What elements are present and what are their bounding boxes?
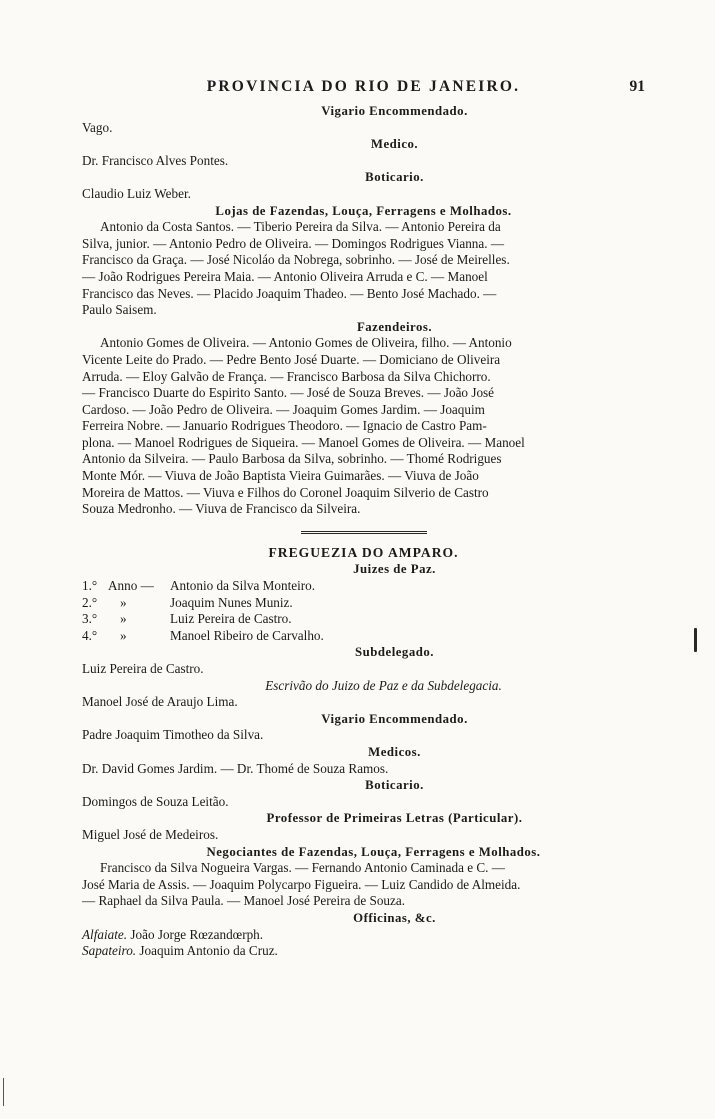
list-item (82, 943, 645, 960)
text-line: Cardoso. — João Pedro de Oliveira. — Joaquim Gomes Jardim. — Joaquim (82, 401, 485, 417)
section-heading-negociantes: Negociantes de Fazendas, Louça, Ferragens e Molhados. (206, 844, 541, 859)
medicos-value: Dr. David Gomes Jardim. — Dr. Thomé de Souza Ramos. (82, 760, 389, 776)
text-line: Souza Medronho. — Viuva de Francisco da Silveira. (82, 501, 361, 517)
list-item (82, 927, 645, 944)
trade-label: Sapateiro. (82, 943, 137, 959)
boticario-value-2: Domingos de Souza Leitão. (82, 793, 229, 809)
section-divider (301, 531, 427, 534)
artisan-name: Joaquim Antonio da Cruz. (139, 943, 278, 959)
margin-mark (694, 628, 697, 652)
page-title: PROVINCIA DO RIO DE JANEIRO. (206, 78, 521, 95)
text-line: Arruda. — Eloy Galvão de França. — Francisco Barbosa da Silva Chichorro. (82, 368, 491, 384)
text-line: Francisco das Neves. — Placido Joaquim Thadeo. — Bento José Machado. — (82, 285, 497, 301)
text-line: — Francisco Duarte do Espirito Santo. — José de Souza Breves. — João José (82, 385, 495, 401)
text-line: — João Rodrigues Pereira Maia. — Antonio Oliveira Arruda e C. — Manoel (82, 268, 488, 284)
fazendeiros-paragraph (82, 335, 645, 518)
judge-name: Antonio da Silva Monteiro. (170, 578, 316, 594)
escrivao-heading: Escrivão do Juizo de Paz e da Subdelegacia. (265, 677, 502, 693)
section-heading-professor: Professor de Primeiras Letras (Particular). (266, 811, 523, 826)
text-line: Antonio da Silveira. — Paulo Barbosa da Silva, sobrinho. — Thomé Rodrigues (82, 451, 502, 467)
professor-value: Miguel José de Medeiros. (82, 826, 219, 842)
juizes-list (82, 578, 645, 644)
section-heading-vigario: Vigario Encommendado. (321, 104, 468, 118)
text-line: Moreira de Mattos. — Viuva e Filhos do Coronel Joaquim Silverio de Castro (82, 484, 489, 500)
subdelegado-value: Luiz Pereira de Castro. (82, 661, 204, 676)
section-heading-lojas: Lojas de Fazendas, Louça, Ferragens e Molhados. (215, 203, 512, 218)
list-item (82, 578, 645, 595)
freguezia-heading: FREGUEZIA DO AMPARO. (268, 544, 459, 560)
scan-edge-mark (3, 1078, 4, 1106)
page-number: 91 (629, 78, 645, 95)
year-label: Anno — (108, 578, 154, 594)
ditto-mark: » (120, 611, 127, 627)
text-line: Ferreira Nobre. — Januario Rodrigues Theodoro. — Ignacio de Castro Pam- (82, 418, 487, 434)
trade-label: Alfaiate. (82, 926, 128, 942)
list-item (82, 628, 645, 645)
ordinal: 1.° (82, 578, 98, 594)
running-header (82, 78, 645, 100)
section-heading-fazendeiros: Fazendeiros. (356, 319, 433, 334)
artisan-name: João Jorge Rœzandœrph. (130, 926, 264, 942)
section-heading-medico: Medico. (370, 137, 419, 152)
section-heading-juizes: Juizes de Paz. (353, 562, 436, 577)
escrivao-value: Manoel José de Araujo Lima. (82, 694, 238, 710)
lojas-paragraph (82, 219, 645, 319)
boticario-value: Claudio Luiz Weber. (82, 185, 191, 201)
text-line: Silva, junior. — Antonio Pedro de Oliveira. — Domingos Rodrigues Vianna. — (82, 235, 505, 251)
text-line: — Raphael da Silva Paula. — Manoel José Pereira de Souza. (82, 893, 406, 909)
text-line: Paulo Saisem. (82, 302, 157, 318)
section-heading-vigario-2: Vigario Encommendado. (321, 711, 468, 726)
negociantes-paragraph (82, 860, 645, 910)
judge-name: Luiz Pereira de Castro. (170, 611, 292, 627)
text-line: Antonio da Costa Santos. — Tiberio Pereira da Silva. — Antonio Pereira da (100, 219, 501, 235)
medico-value: Dr. Francisco Alves Pontes. (82, 152, 229, 168)
list-item (82, 611, 645, 628)
text-line: plona. — Manoel Rodrigues de Siqueira. — Manoel Gomes de Oliveira. — Manoel (82, 434, 525, 450)
ditto-mark: » (120, 594, 127, 610)
ordinal: 3.° (82, 611, 98, 627)
section-heading-medicos: Medicos. (368, 744, 421, 759)
judge-name: Joaquim Nunes Muniz. (170, 594, 293, 610)
text-line: Antonio Gomes de Oliveira. — Antonio Gomes de Oliveira, filho. — Antonio (100, 335, 512, 351)
text-line: Francisco da Graça. — José Nicoláo da Nobrega, sobrinho. — José de Meirelles. (82, 252, 510, 268)
list-item (82, 595, 645, 612)
section-heading-officinas: Officinas, &c. (353, 910, 436, 925)
section-heading-boticario-2: Boticario. (365, 778, 424, 793)
page-body (82, 103, 645, 960)
ditto-mark: » (120, 627, 127, 643)
section-heading-subdelegado: Subdelegado. (355, 645, 434, 660)
text-line: José Maria de Assis. — Joaquim Polycarpo Figueira. — Luiz Candido de Almeida. (82, 876, 521, 892)
vigario-value: Vago. (82, 119, 113, 135)
judge-name: Manoel Ribeiro de Carvalho. (170, 627, 324, 643)
text-line: Francisco da Silva Nogueira Vargas. — Fernando Antonio Caminada e C. — (100, 860, 505, 876)
ordinal: 4.° (82, 627, 98, 643)
vigario-value-2: Padre Joaquim Timotheo da Silva. (82, 727, 264, 743)
section-heading-boticario: Boticario. (365, 170, 424, 185)
ordinal: 2.° (82, 594, 98, 610)
text-line: Monte Mór. — Viuva de João Baptista Vieira Guimarães. — Viuva de João (82, 468, 479, 484)
text-line: Vicente Leite do Prado. — Pedre Bento José Duarte. — Domiciano de Oliveira (82, 351, 501, 367)
